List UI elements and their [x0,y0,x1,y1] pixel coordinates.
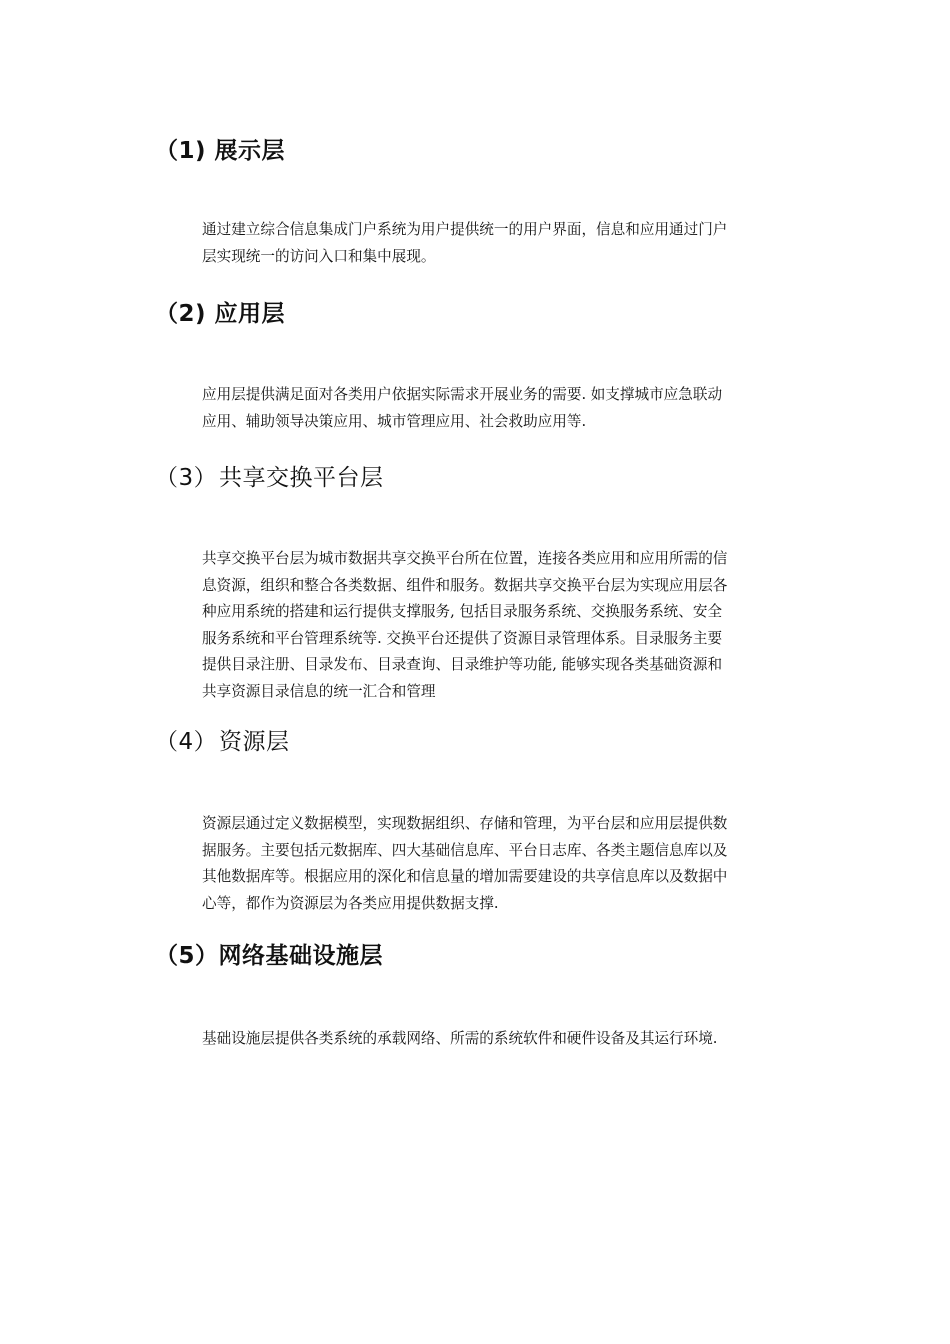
section-heading-1 [155,136,285,166]
paragraph-line: 据服务。主要包括元数据库、四大基础信息库、平台日志库、各类主题信息库以及 [202,841,728,859]
section-title-1: 展示层 [214,138,286,164]
section-heading-4 [155,727,290,757]
paragraph-line: 应用、辅助领导决策应用、城市管理应用、社会救助应用等. [202,412,587,430]
paragraph-line: 提供目录注册、目录发布、目录查询、目录维护等功能, 能够实现各类基础资源和 [202,656,723,673]
section-number-3: （3） [155,465,218,491]
section-heading-2 [155,299,285,329]
paragraph-line: 其他数据库等。根据应用的深化和信息量的增加需要建设的共享信息库以及数据中 [202,868,728,885]
section-title-4: 资源层 [219,729,290,755]
paragraph-line: 应用层提供满足面对各类用户依据实际需求开展业务的需要. 如支撑城市应急联动 [202,386,723,403]
section-paragraph-5 [202,1026,807,1053]
section-title-3: 共享交换平台层 [219,465,384,491]
paragraph-line: 共享交换平台层为城市数据共享交换平台所在位置，连接各类应用和应用所需的信 [202,550,728,567]
paragraph-line: 资源层通过定义数据模型，实现数据组织、存储和管理，为平台层和应用层提供数 [202,815,728,832]
paragraph-line: 通过建立综合信息集成门户系统为用户提供统一的用户界面，信息和应用通过门户 [202,221,728,238]
section-number-2: （2) [155,301,207,327]
paragraph-line: 服务系统和平台管理系统等. 交换平台还提供了资源目录管理体系。目录服务主要 [202,629,723,647]
paragraph-line: 共享资源目录信息的统一汇合和管理 [202,682,436,700]
section-heading-3 [155,463,384,493]
paragraph-line: 息资源，组织和整合各类数据、组件和服务。数据共享交换平台层为实现应用层各 [202,576,728,594]
section-paragraph-3 [202,546,807,705]
section-number-4: （4） [155,729,218,755]
section-heading-5 [155,941,383,971]
section-paragraph-1 [202,217,807,270]
section-title-2: 应用层 [214,301,286,327]
section-number-5: （5） [155,943,219,969]
section-title-5: 网络基础设施层 [218,943,384,969]
section-paragraph-4 [202,811,807,917]
paragraph-line: 基础设施层提供各类系统的承载网络、所需的系统软件和硬件设备及其运行环境. [202,1030,718,1047]
paragraph-line: 心等，都作为资源层为各类应用提供数据支撑. [202,894,499,912]
paragraph-line: 种应用系统的搭建和运行提供支撑服务, 包括目录服务系统、交换服务系统、安全 [202,603,723,620]
paragraph-line: 层实现统一的访问入口和集中展现。 [202,247,436,265]
section-paragraph-2 [202,382,807,435]
section-number-1: （1) [155,138,207,164]
